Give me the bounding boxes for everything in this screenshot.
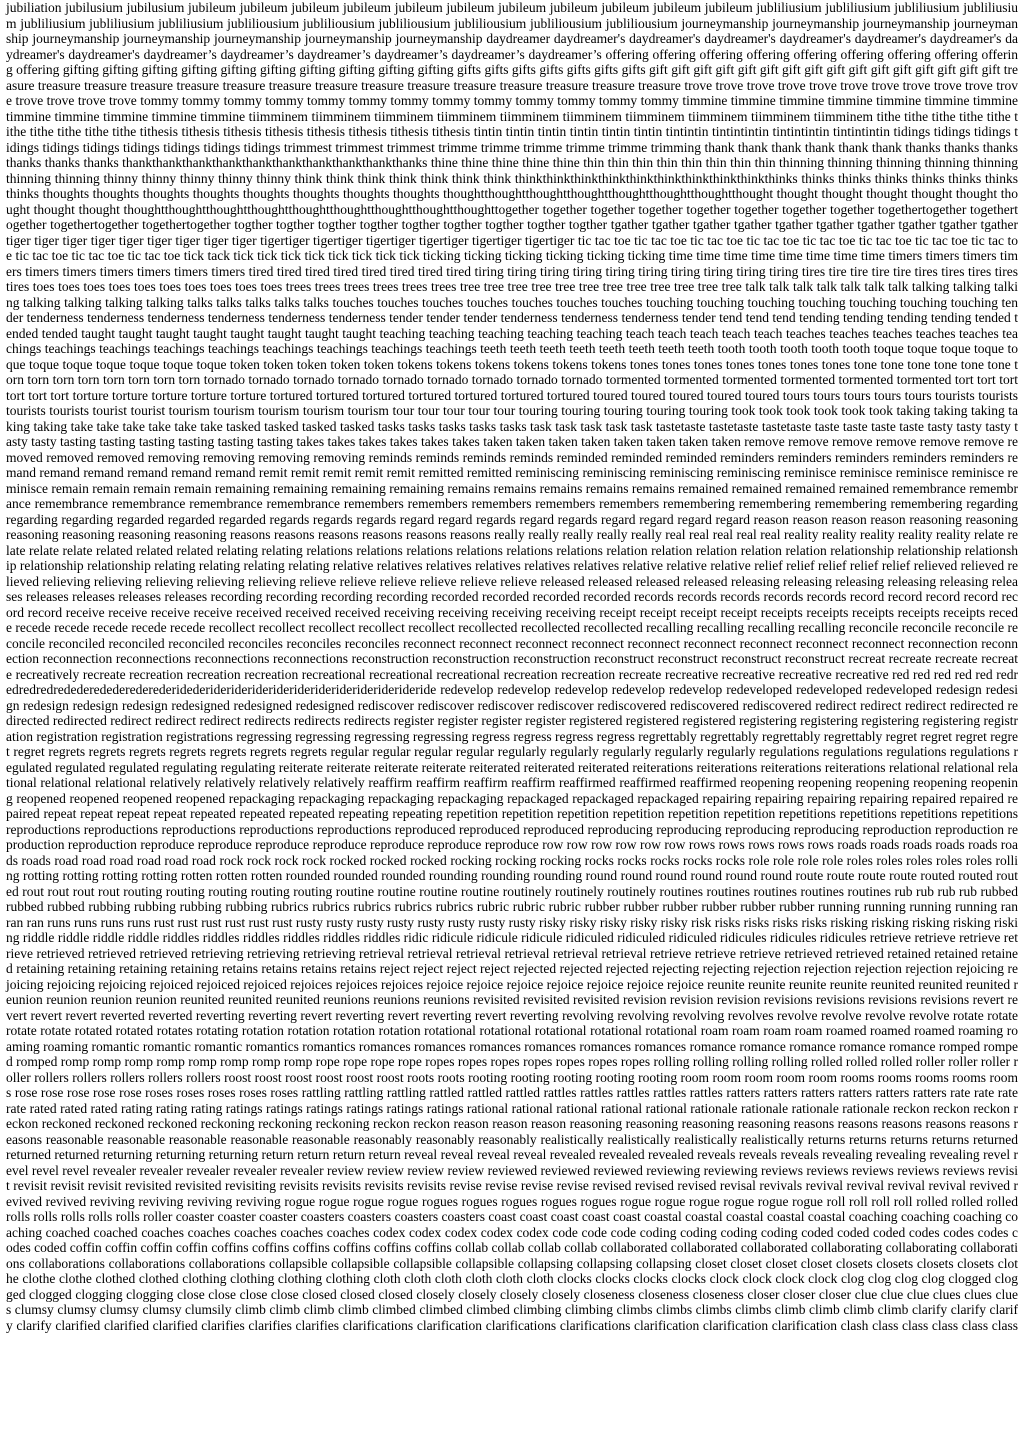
word-list-paragraph: jubiliation jubilusium jubilusium jubileum jubileum jubileum jubileum jubileum jubileum jubileum jubileum jubileum jubileum jubileum jubliliusium jubliliusium jubliliusium jubliliusium jubliliusium jubliliusium jubliliusium jubliliousium jubliliousium jubliliousium jubliliousium jubliliousium jubliliousium journeymanship journeymanship journeymanship journeymanship journeymanship journeymanship journeymanship journeymanship journeymanship daydreamer daydreamer's daydreamer's daydreamer's daydreamer's daydreamer's daydreamer's daydreamer's daydreamer's daydreamer’s daydreamer’s daydreamer’s daydreamer’s daydreamer’s daydreamer’s offering offering offering offering offering offering offering offering offering offering gifting gifting gifting gifting gifting gifting gifting gifting gifting gifting gifts gifts gifts gifts gifts gifts gifts gift gift gift gift gift gift gift gift gift gift gift gift gift gift gift gift treasure treasure treasure treasure treasure treasure treasure treasure treasure treasure treasure treasure treasure treasure treasure trove trove trove trove trove trove trove trove trove trove trove trove trove trove trove tommy tommy tommy tommy tommy tommy tommy tommy tommy tommy tommy tommy tommy timmine timmine timmine timmine timmine timmine timmine timmine timmine timmine timmine timmine tiimminem tiimminem tiimminem tiimminem tiimminem tiimminem tiimminem tiimminem tiimminem tiimminem tithe tithe tithe tithe tithe tithe tithe tithe tithe tithe tithesis tithesis tithesis tithesis tithesis tithesis tithesis tithesis tintin tintin tintin tintin tintin tintin tintintin tintintintin tintintintin tintintintin tidings tidings tidings tidings tidings tidings tidings tidings tidings tidings trimmest trimmest trimmest trimme trimme trimme trimme trimme trimming thank thank thank thank thank thank thanks thanks thanks thanks thanks thanks thankthankthankthankthankthankthankthankthankthanks thine thine thine thine thine thin thin thin thin thin thin thin thin thinning thinning thinning thinning thinning thinning thinning thinny thinny thinny thinny thinny think think think think think think think thinkthinkthinkthinkthinkthinkthinkthinkthinkthinks thinks thinks thinks thinks thinks thinks thinks thoughts thoughts thoughts thoughts thoughts thoughts thoughts thoughts thoughtthoughtthoughtthoughtthoughtthoughtthoughtthought thought thought thought thought thought thought thought thought thoughtthoughtthoughtthoughtthoughtthoughtthoughtthoughtthoughttogether together together together together together together together togethertogether togethertogether togethertogether togethertogether togther togther togther togther togther togther togther togther togther tgather tgather tgather tgather tgather tgather tgather tgather tgather tgather tiger tiger tiger tiger tiger tiger tiger tiger tiger tigertiger tigertiger tigertiger tigertiger tigertiger tigertiger tic tac toe tic tac toe tic tac toe tic tac toe tic tac toe tic tac toe tic tac toe tic tac toe tic tac toe tic tac toe tic tac toe tick tack tick tick tick tick tick tick tick tick ticking ticking ticking ticking ticking ticking time time time time time time time time timers timers timers timers timers timers timers timers timers timers tired tired tired tired tired tired tired tired tiring tiring tiring tiring tiring tiring tiring tiring tiring tiring tires tire tire tire tire tires tires tires tires tires toes toes toes toes toes toes toes toes toes toes trees trees trees trees trees trees tree tree tree tree tree tree tree tree tree tree tree tree talk talk talk talk talk talk talk talking talking talking talking talking talking talking talks talks talks talks talks touches touches touches touches touches touches touches touching touching touching touching touching touching touching tender tenderness tenderness tenderness tenderness tenderness tenderness tender tender tender tenderness tenderness tenderness tender tend tend tend tending tending tending tending tended tended tended taught taught taught taught taught taught taught taught teaching teaching teaching teaching teaching teach teach teach teach teach teaches teaches teaches teaches teaches teachings teachings teachings teachings teachings teachings teachings teachings teachings teeth teeth teeth teeth teeth teeth teeth teeth tooth tooth tooth tooth tooth toque toque toque toque toque toque toque toque toque toque toque token token token token token tokens tokens tokens tokens tokens tokens tones tones tones tones tones tones tones tone tone tone tone tone tone torn torn torn torn torn torn torn torn tornado tornado tornado tornado tornado tornado tornado tornado tornado tormented tormented tormented tormented tormented tormented tort tort tort tort tort tort torture torture torture torture torture tortured tortured tortured tortured tortured tortured tortured toured toured toured toured toured tours tours tours tours tours tourists tourists tourists tourists tourist tourist tourism tourism tourism tourism tourism tour tour tour tour tour touring touring touring touring touring took took took took took took taking taking taking taking taking take take take take take take tasked tasked tasked tasked tasks tasks tasks tasks tasks task task task task task tastetaste tastetaste tastetaste taste taste taste taste tasty tasty tasty tasty tasty tasting tasting tasting tasting tasting tasting takes takes takes takes takes takes taken taken taken taken taken taken taken taken remove remove remove remove remove remove removed removed removed removing removing removing removing reminds reminds reminds reminds reminded reminded reminded reminders reminders reminders reminders reminders remand remand remand remand remand remand remit remit remit remit remit remitted remitted reminiscing reminiscing reminiscing reminiscing reminisce reminisce reminisce reminisce reminisce remain remain remain remain remaining remaining remaining remaining remains remains remains remains remains remained remained remained remained remembrance remembrance remembrance remembrance remembrance remembrance remembers remembers remembers remembers remembers remembering remembering remembering remembering regarding regarding regarding regarded regarded regarded regards regards regards regard regard regards regard regards regard regard regard regard reason reason reason reason reasoning reasoning reasoning reasoning reasoning reasoning reasons reasons reasons reasons reasons reasons really really really really really real real real real real reality reality reality reality reality relate relate relate relate related related related relating relating relations relations relations relations relations relations relation relation relation relation relation relationship relationship relationship relationship relationship relating relating relating relating relative relatives relatives relatives relatives relatives relative relative relative relief relief relief relief relief relieved relieved relieved relieving relieving relieving relieving relieving relieve relieve relieve relieve relieve relieve released released released released releasing releasing releasing releasing releasing releases releases releases releases releases recording recording recording recording recorded recorded recorded recorded records records records records records record record record record record record receive receive receive receive received received received receiving receiving receiving receiving receipt receipt receipt receipt receipts receipts receipts receipts receipts recede recede recede recede recede recede recollect recollect recollect recollect recollect recollected recollected recollected recalling recalling recalling recalling reconcile reconcile reconcile reconcile reconciled reconciled reconciled reconciles reconciles reconciles reconnect reconnect reconnect reconnect reconnect reconnect reconnect reconnect reconnect reconnection reconnection reconnection reconnections reconnections reconnections reconstruction reconstruction reconstruction reconstruct reconstruct reconstruct reconstruct recreat recreate recreate recreate recreatively recreate recreation recreation recreation recreational recreational recreational recreation recreation recreate recreative recreative recreative recreative red red red red red redredredredredederedederederederidederiderideriderideriderideriderideriderideride redevelop redevelop redevelop redevelop redevelop redeveloped redeveloped redeveloped redesign redesign redesign redesign redesign redesigned redesigned redesigned rediscover rediscover rediscover rediscover rediscovered rediscovered rediscovered redirect redirect redirect redirected redirected redirected redirect redirect redirect redirects redirects redirects register register register register registered registered registered registering registering registering registering registration registration registration registrations regressing regressing regressing regressing regress regress regress regress regrettably regrettably regrettably regrettably regret regret regret regret regret regrets regrets regrets regrets regrets regrets regrets regular regular regular regular regularly regularly regularly regularly regularly regulations regulations regulations regulations regulated regulated regulated regulating regulating reiterate reiterate reiterate reiterate reiterated reiterated reiterated reiterations reiterations reiterations reiterations relational relational relational relational relational relatively relatively relatively relatively reaffirm reaffirm reaffirm reaffirm reaffirmed reaffirmed reaffirmed reopening reopening reopening reopening reopening reopened reopened reopened reopened repackaging repackaging repackaging repackaging repackaged repackaged repackaged repairing repairing repairing repairing repaired repaired repaired repeat repeat repeat repeat repeated repeated repeated repeating repeating repetition repetition repetition repetition repetition repetition repetitions repetitions repetitions repetitions reproductions reproductions reproductions reproductions reproductions reproduced reproduced reproduced reproducing reproducing reproducing reproducing reproduction reproduction reproduction reproduction reproduce reproduce reproduce reproduce reproduce reproduce reproduce row row row row row row rows rows rows rows rows roads roads roads roads roads roads roads road road road road road road rock rock rock rock rocked rocked rocked rocking rocking rocking rocks rocks rocks rocks rocks role role role role roles roles roles roles roles rolling rotting rotting rotting rotting rotten rotten rotten rounded rounded rounded rounding rounding rounding round round round round round round route route route route routed routed routed rout rout rout rout routing routing routing routing routing routine routine routine routine routinely routinely routinely routines routines routines routines routines rub rub rub rub rubbed rubbed rubbed rubbing rubbing rubbing rubbing rubrics rubrics rubrics rubrics rubrics rubric rubric rubric rubber rubber rubber rubber rubber rubber running running running running ran ran ran runs runs runs runs rust rust rust rust rust rust rusty rusty rusty rusty rusty rusty rusty rusty risky risky risky risky risky risk risks risks risks risks risking risking risking risking risking riddle riddle riddle riddle riddles riddles riddles riddles riddles riddles ridic ridicule ridicule ridicule ridiculed ridiculed ridiculed ridicules ridicules ridicules retrieve retrieve retrieve retrieve retrieved retrieved retrieved retrieving retrieving retrieving retrieval retrieval retrieval retrieval retrieval retrieval retrieve retrieve retrieve retrieved retrieved retained retained retained retaining retaining retaining retaining retains retains retains retains reject reject reject reject rejected rejected rejected rejecting rejecting rejection rejection rejection rejection rejoicing rejoicing rejoicing rejoicing rejoiced rejoiced rejoiced rejoices rejoices rejoices rejoice rejoice rejoice rejoice rejoice rejoice rejoice reunite reunite reunite reunite reunited reunited reunited reunion reunion reunion reunion reunited reunited reunited reunions reunions reunions revisited revisited revisited revision revision revision revisions revisions revisions revisions revert revert revert revert reverted reverted reverting reverting revert reverting revert reverting revert reverting revolving revolving revolving revolves revolve revolve revolve revolve rotate rotate rotate rotate rotated rotated rotates rotating rotation rotation rotation rotation rotational rotational rotational rotational rotational roam roam roam roam roamed roamed roamed roaming roaming roaming romantic romantic romantic romantics romantics romances romances romances romances romances romances romance romance romance romance romance romped romped romped romp romp romp romp romp romp romp romp rope rope rope rope ropes ropes ropes ropes ropes ropes ropes rolling rolling rolling rolling rolled rolled rolled roller roller roller roller rollers rollers rollers rollers rollers roost roost roost roost roost roost roots roots rooting rooting rooting rooting rooting room room room room room rooms rooms rooms rooms rooms rose rose rose rose rose roses roses roses roses roses rattling rattling rattling rattled rattled rattled rattles rattles rattles rattles rattles ratters ratters ratters ratters ratters ratters rate rate rate rate rated rated rated rating rating rating ratings ratings ratings ratings ratings ratings rational rational rational rational rational rationale rationale rationale rationale reckon reckon reckon reckon reckoned reckoned reckoned reckoning reckoning reckoning reckon reckon reason reason reason reasoning reasoning reasoning reasoning reasons reasons reasons reasons reasons reasons reasonable reasonable reasonable reasonable reasonable reasonably reasonably reasonably realistically realistically realistically realistically returns returns returns returns returned returned returned returning returning returning return return return return reveal reveal reveal reveal revealed revealed revealed reveals reveals reveals revealing revealing revealing revel revel revel revel revealer revealer revealer revealer revealer review review review review reviewed reviewed reviewed reviewing reviewing reviews reviews reviews reviews reviews revisit revisit revisit revisit revisited revisited revisiting revisits revisits revisits revisits revise revise revise revise revised revised revised revisal revivals revival revival revival revival revived revived revived reviving reviving reviving reviving rogue rogue rogue rogue rogues rogues rogues rogues rogues rogue rogue rogue rogue rogue rogue roll roll roll roll rolled rolled rolled rolls rolls rolls rolls rolls roller coaster coaster coaster coasters coasters coasters coasters coast coast coast coast coast coastal coastal coastal coastal coastal coaching coaching coaching coaching coached coached coaches coaches coaches coaches coaches codex codex codex codex codex code code code coding coding coding coding coded coded coded codes codes codes codes coded coffin coffin coffin coffin coffins coffins coffins coffins coffins coffins collab collab collab collab collaborated collaborated collaborated collaborating collaborating collaborations collaborations collaborations collaborations collapsible collapsible collapsible collapsible collapsing collapsing collapsing closet closet closet closet closets closets closets closets clothe clothe clothe clothed clothed clothing clothing clothing clothing cloth cloth cloth cloth cloth cloth clocks clocks clocks clocks clock clock clock clock clog clog clog clog clogged clogged clogged clogging clogging close close close close closed closed closed closely closely closely closely closeness closeness closeness closer closer closer clue clue clue clues clues clues clumsy clumsy clumsy clumsy clumsily climb climb climb climb climbed climbed climbed climbing climbing climbs climbs climbs climbs climb climb climb climb clarify clarify clarify clarify clarified clarified clarified clarifies clarifies clarifies clarifications clarification clarifications clarifications clarification clarification clarification clash class class class class class [6, 0, 1018, 1333]
